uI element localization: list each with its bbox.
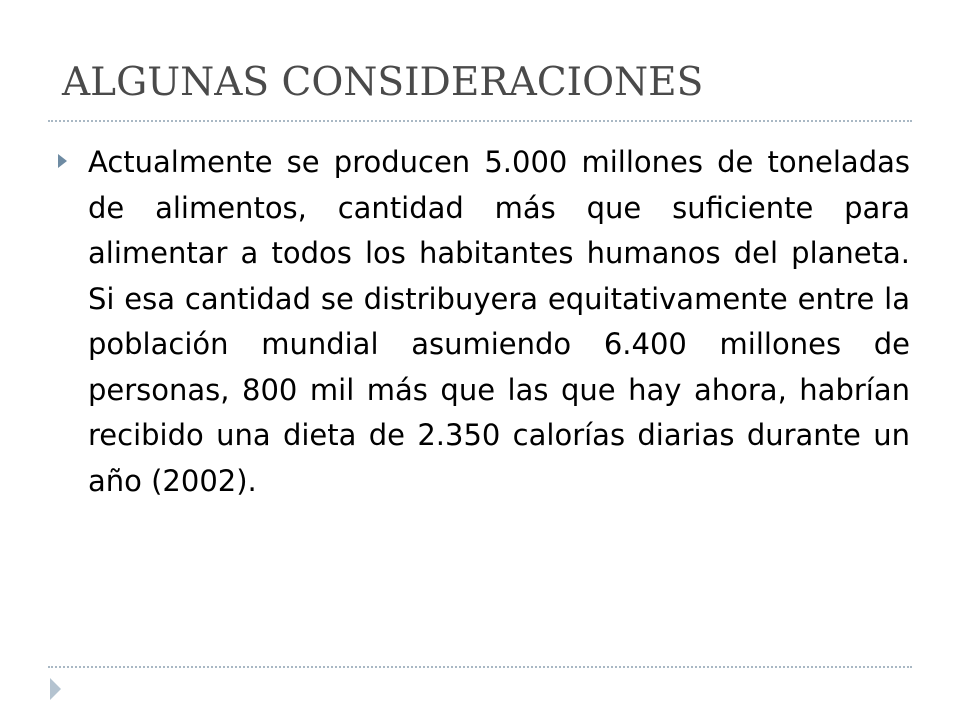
corner-triangle-icon (50, 678, 61, 700)
slide-body (58, 140, 910, 504)
bullet-triangle-icon (58, 154, 67, 168)
title-divider (48, 120, 912, 122)
bullet-text: Actualmente se producen 5.000 millones de toneladas de alimentos, cantidad más que suficiente para alimentar a todos los habitantes humanos del planeta. Si esa cantidad se distribuyera equitativamente entre la población mundial asumiendo 6.400 millones de personas, 800 mil más que las que hay ahora, habrían recibido una dieta de 2.350 calorías diarias durante un año (2002). (88, 145, 910, 498)
bullet-item (58, 140, 910, 504)
footer-divider (48, 666, 912, 668)
slide-title: ALGUNAS CONSIDERACIONES (62, 60, 704, 105)
